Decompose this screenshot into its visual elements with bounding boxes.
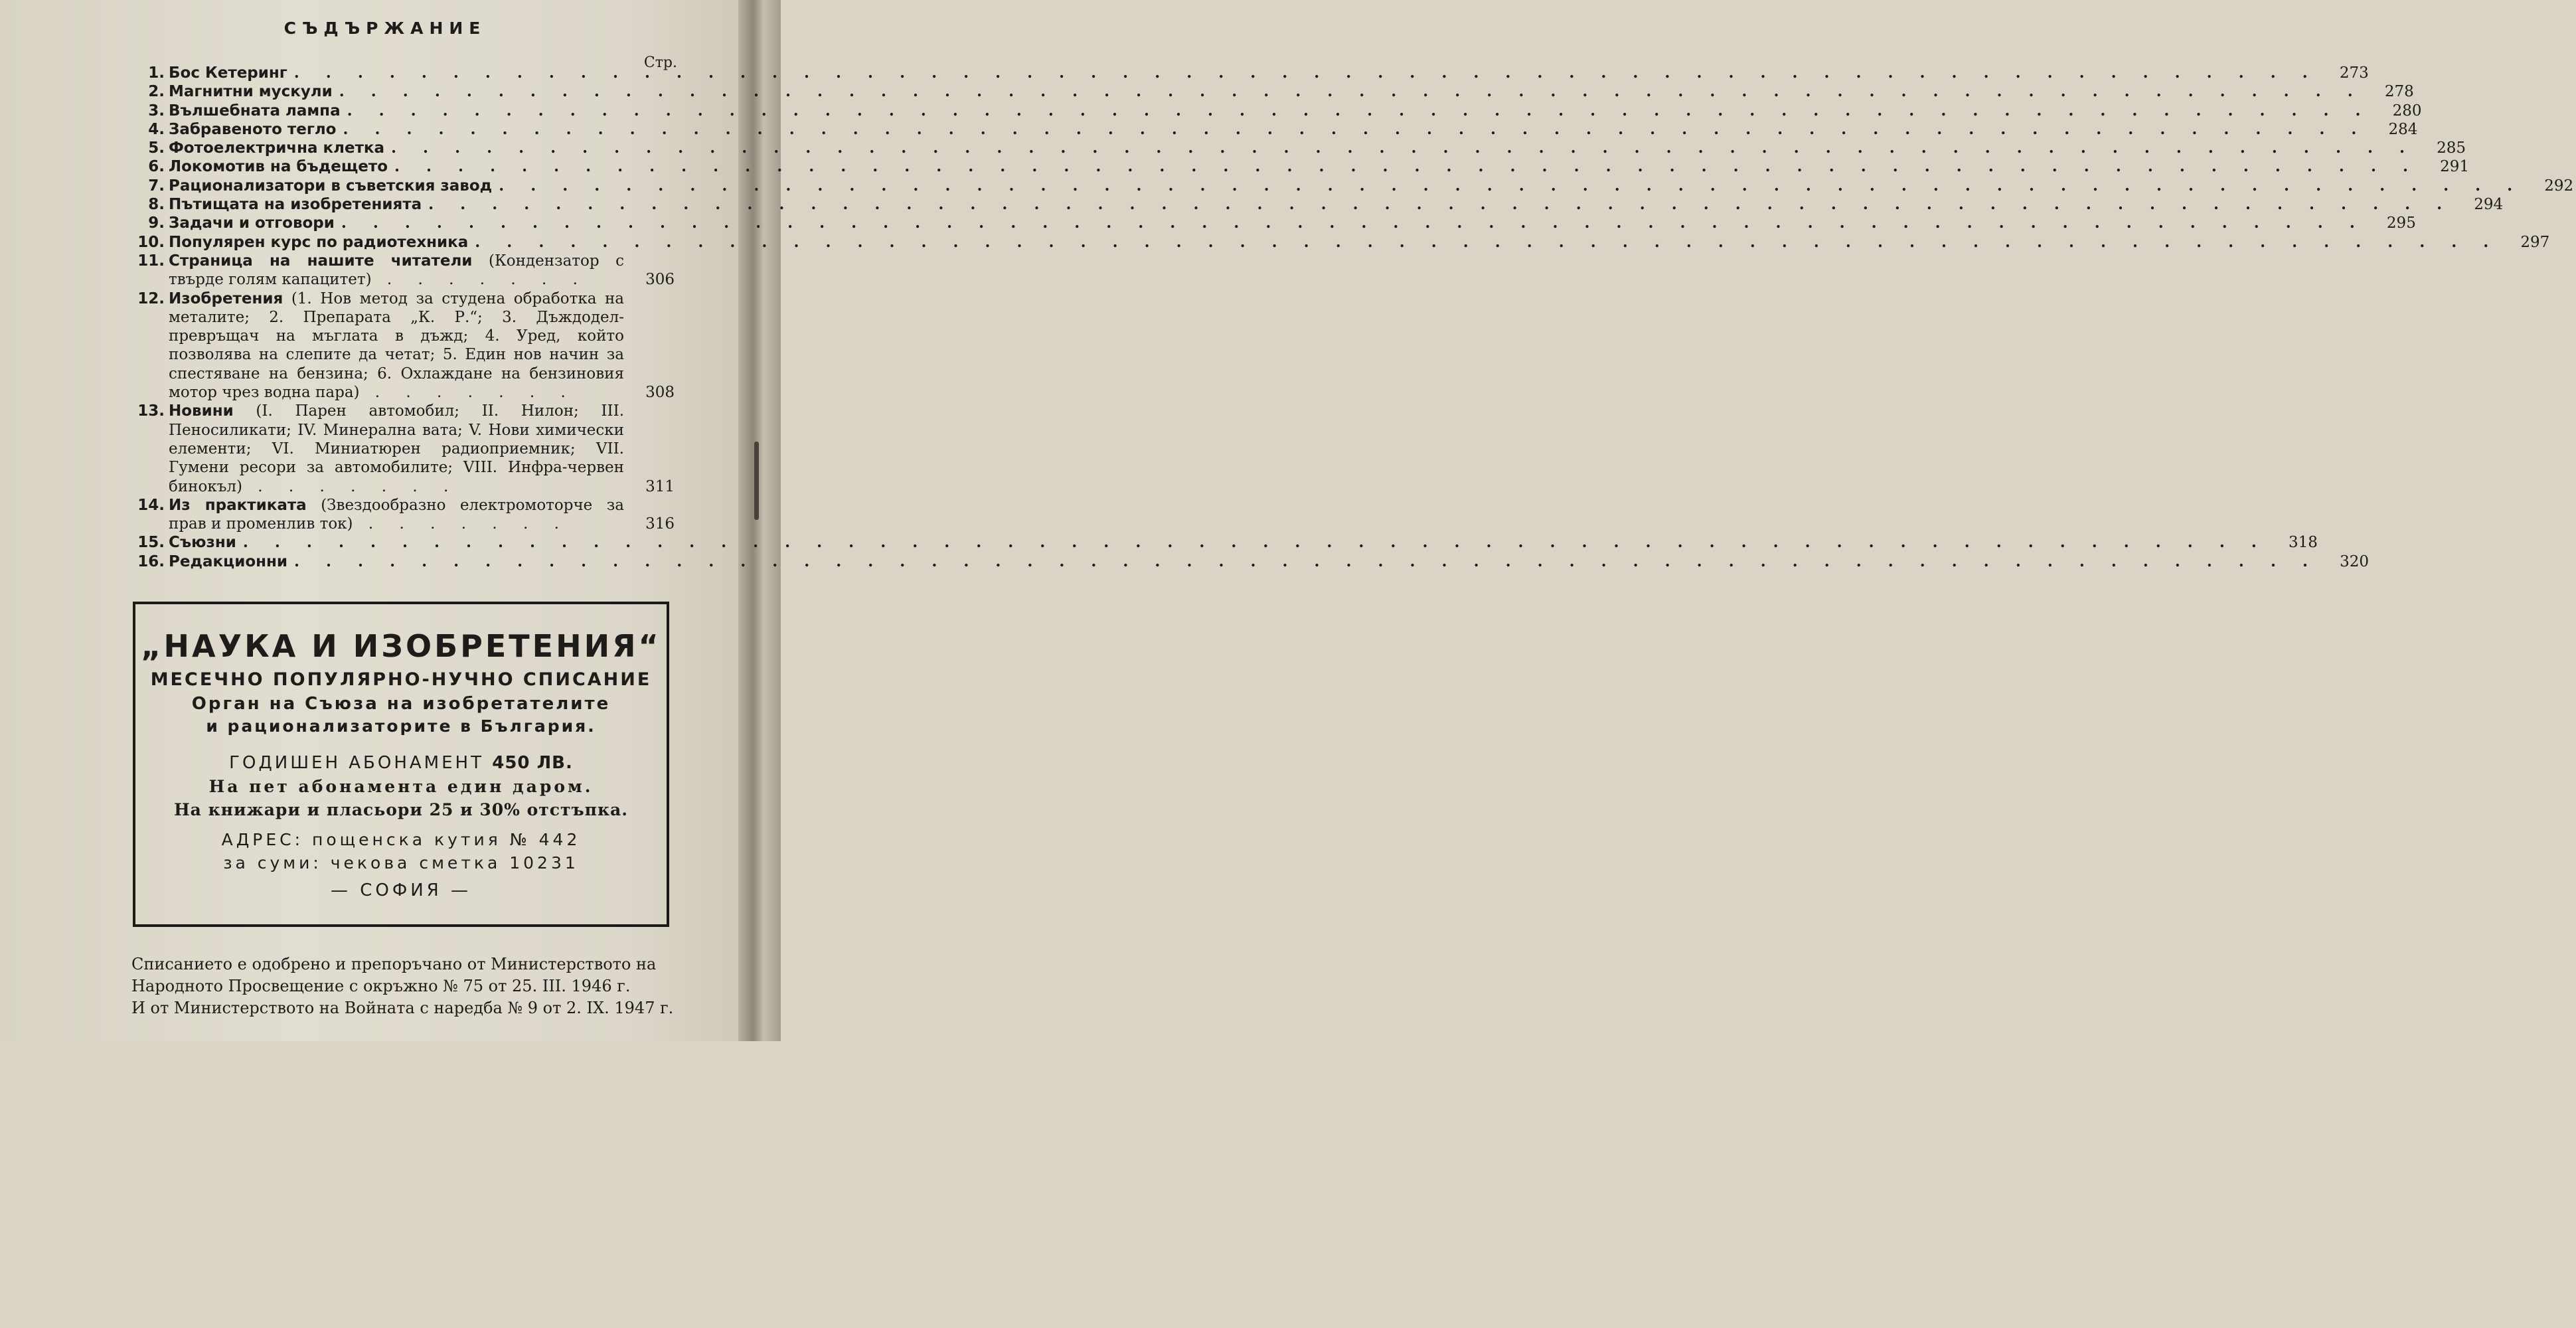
toc-entry	[133, 195, 2504, 214]
toc-entry	[133, 290, 677, 402]
toc-entry-page: 292	[2544, 177, 2574, 195]
toc-entry-page: 318	[2288, 534, 2318, 552]
toc-entry-number: 6.	[148, 158, 165, 176]
toc-entry-title: Изобретения	[169, 290, 283, 307]
toc-entry-page: 294	[2474, 196, 2504, 214]
organ-line-1: Орган на Съюза на изобретателите	[191, 694, 611, 714]
organ-line-2: и рационализаторите в България.	[206, 716, 596, 736]
toc-entry	[133, 177, 2574, 195]
approval-line-2: Народното Просвещение с окръжно № 75 от 25. III. 1946 г.	[131, 977, 631, 995]
leader-dots	[341, 214, 2366, 232]
toc-entry	[133, 214, 2416, 232]
toc-entry-page: 311	[645, 477, 675, 495]
leader-dots: . . . . . . .	[242, 477, 459, 495]
approval-line-1: Списанието е одобрено и препоръчано от Министерството на	[131, 955, 657, 973]
toc-entry-number: 3.	[148, 102, 165, 120]
toc-entry-title: Страница на нашите читатели	[169, 252, 473, 270]
toc-entry-details: (1. Нов метод за студена обработка на металите; 2. Препарата „К. Р.“; 3. Дъждодел-превръщач на мъглата в дъжд; 4. Уред, който позволява на слепите да четат; 5. Един нов начин за спестяване на бензина; 6. Охлаждане на бензиновия мотор чрез водна пара)	[169, 290, 625, 402]
toc-entry-title: Съюзни	[169, 534, 236, 552]
toc-entry-page: 285	[2437, 139, 2466, 157]
toc-entry-page: 273	[2339, 64, 2369, 82]
magazine-advertisement	[133, 602, 669, 927]
toc-entry-page: 280	[2392, 102, 2422, 120]
toc-entry-number: 14.	[137, 496, 165, 514]
leader-dots	[394, 157, 2419, 176]
toc-entry-page: 316	[645, 515, 675, 533]
toc-entry	[133, 252, 677, 290]
toc-entry-details: (I. Парен автомобил; II. Нилон; III. Пеносиликати; IV. Минерална вата; V. Нови химически елементи; VI. Миниатюрен радиоприемник; VII. Гумени ресори за автомобилите; VIII. Инфра-червен бинокъл)	[169, 402, 625, 495]
subscription-price: 450 ЛВ.	[492, 753, 573, 773]
toc-entry-title: Популярен курс по радиотехника	[169, 233, 469, 251]
toc-entry-title: Задачи и отговори	[169, 214, 335, 232]
toc-entry-number: 1.	[148, 64, 165, 82]
toc-entry	[133, 64, 2369, 82]
toc-entry-title: Фотоелектрична клетка	[169, 139, 385, 157]
gift-offer: На пет абонамента един даром.	[208, 777, 594, 796]
toc-entry-title: Из практиката	[169, 496, 307, 514]
toc-entry-title: Забравеното тегло	[169, 120, 337, 138]
leader-dots	[294, 64, 2318, 82]
toc-entry-page: 278	[2384, 83, 2414, 101]
toc-entry	[133, 552, 2369, 571]
toc-entry-number: 10.	[137, 233, 165, 251]
toc-entry-number: 2.	[148, 83, 165, 101]
staple	[754, 442, 759, 520]
postal-address: АДРЕС: пощенска кутия № 442	[221, 830, 581, 849]
leader-dots	[499, 177, 2523, 195]
toc-entry-number: 11.	[137, 252, 165, 270]
toc-entry	[133, 102, 2422, 120]
toc-entry-title: Пътищата на изобретенията	[169, 196, 422, 214]
toc-entry-page: 295	[2386, 214, 2416, 232]
table-of-contents	[133, 64, 2574, 571]
toc-entry	[133, 157, 2469, 176]
subscription-label: ГОДИШЕН АБОНАМЕНТ	[229, 753, 484, 773]
subscription-line	[135, 753, 667, 773]
approval-note	[131, 954, 676, 1019]
toc-entry	[133, 120, 2418, 139]
toc-entry-title: Локомотив на бъдещето	[169, 158, 388, 176]
toc-entry	[133, 496, 677, 534]
toc-entry-number: 8.	[148, 196, 165, 214]
toc-entry-page: 320	[2340, 552, 2369, 570]
toc-entry-title: Рационализатори в съветския завод	[169, 177, 493, 195]
leader-dots: . . . . . . .	[353, 515, 570, 533]
magazine-title: „НАУКА И ИЗОБРЕТЕНИЯ“	[141, 628, 661, 664]
toc-entry-number: 15.	[137, 534, 165, 552]
toc-heading: СЪДЪРЖАНИЕ	[283, 19, 487, 38]
leader-dots	[343, 120, 2367, 139]
toc-entry-details: (Кондензатор с твърде голям капацитет)	[169, 252, 625, 289]
toc-entry-page: 291	[2440, 158, 2469, 176]
toc-entry-title: Новини	[169, 402, 234, 420]
magazine-subtitle: МЕСЕЧНО ПОПУЛЯРНО-НУЧНО СПИСАНИЕ	[150, 669, 652, 690]
toc-entry-title: Вълшебната лампа	[169, 102, 341, 120]
discount-offer: На книжари и пласьори 25 и 30% отстъпка.	[174, 800, 628, 819]
leader-dots	[391, 139, 2415, 157]
page-column-label: Стр.	[643, 54, 677, 71]
toc-entry	[133, 233, 2550, 252]
toc-entry-title: Магнитни мускули	[169, 83, 333, 101]
bank-account: за суми: чекова сметка 10231	[223, 853, 579, 872]
toc-entry-number: 12.	[137, 290, 165, 307]
toc-entry-title: Бос Кетеринг	[169, 64, 287, 82]
toc-entry	[133, 82, 2414, 101]
toc-entry-number: 13.	[137, 402, 165, 420]
leader-dots: . . . . . . .	[371, 271, 588, 289]
toc-entry-number: 7.	[148, 177, 165, 195]
approval-line-3: И от Министерството на Войната с наредба № 9 от 2. IX. 1947 г.	[131, 999, 674, 1017]
toc-entry-title: Редакционни	[169, 552, 288, 570]
leader-dots	[347, 102, 2372, 120]
leader-dots: . . . . . . .	[359, 384, 576, 402]
toc-entry-number: 16.	[137, 552, 165, 570]
leader-dots	[243, 533, 2267, 552]
toc-entry	[133, 139, 2466, 157]
toc-entry-number: 5.	[148, 139, 165, 157]
toc-entry	[133, 402, 677, 495]
leader-dots	[475, 233, 2499, 252]
toc-entry-number: 9.	[148, 214, 165, 232]
toc-entry-page: 284	[2388, 120, 2418, 138]
toc-entry-page: 308	[645, 384, 675, 402]
toc-entry-page: 306	[645, 271, 675, 289]
toc-entry-number: 4.	[148, 120, 165, 138]
leader-dots	[294, 552, 2318, 571]
toc-entry	[133, 533, 2318, 552]
leader-dots	[428, 195, 2453, 214]
city: — СОФИЯ —	[330, 880, 472, 900]
toc-entry-page: 297	[2520, 233, 2550, 251]
leader-dots	[339, 82, 2364, 101]
toc-entry-details: (Звездообразно електромоторче за прав и променлив ток)	[169, 496, 625, 533]
